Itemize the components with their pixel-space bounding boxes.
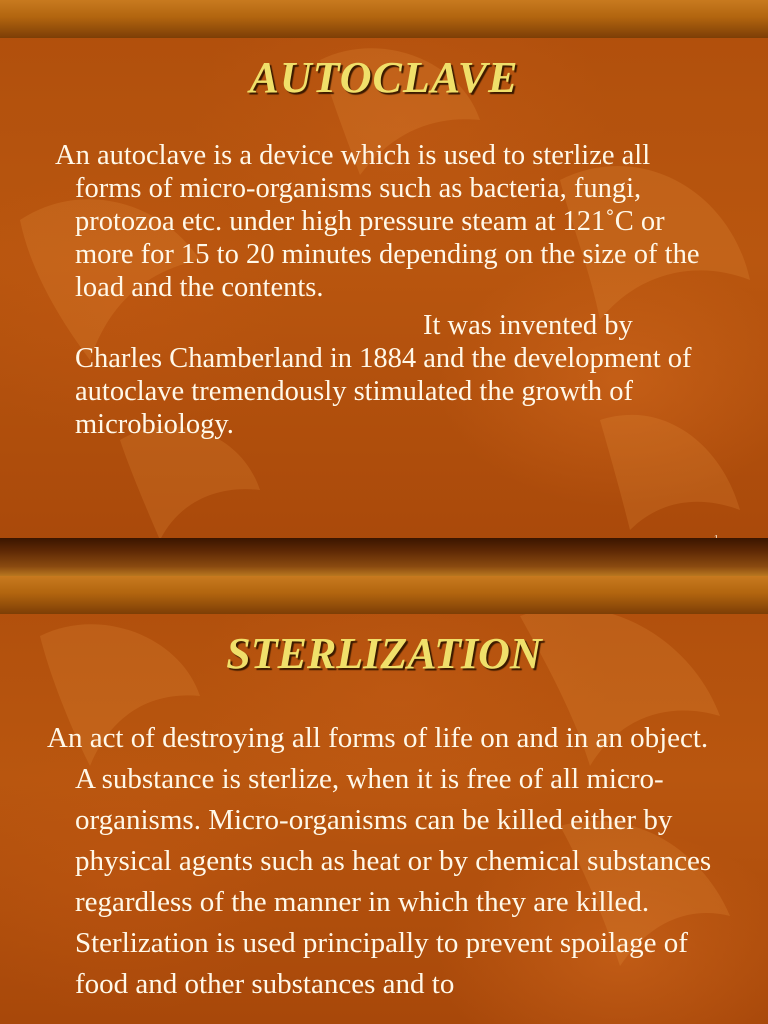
body-paragraph: An autoclave is a device which is used to sterlize all forms of micro-organisms such as bacteria, fungi, protozoa etc. under high pressure steam at 121˚C or more for 15 to 20 minutes depending on the size of the load and the contents.	[55, 140, 700, 303]
slide-body	[47, 718, 727, 1005]
slide-title: STERLIZATION	[226, 629, 542, 678]
top-band	[0, 576, 768, 614]
slide-title: AUTOCLAVE	[249, 53, 519, 102]
body-paragraph: An act of destroying all forms of life on and in an object. A substance is sterlize, when it is free of all micro-organisms. Micro-organisms can be killed either by physical agents such as heat or by chemical substances regardless of the manner in which they are killed. Sterlization is used principally to prevent spoilage of food and other substances and to	[47, 722, 712, 1000]
slide-body	[55, 139, 720, 441]
slide-sterlization	[0, 576, 768, 1024]
top-band	[0, 0, 768, 38]
bottom-band	[0, 538, 768, 576]
body-paragraph: It was invented by Charles Chamberland in 1884 and the development of autoclave tremendously stimulated the growth of microbiology.	[75, 310, 692, 440]
